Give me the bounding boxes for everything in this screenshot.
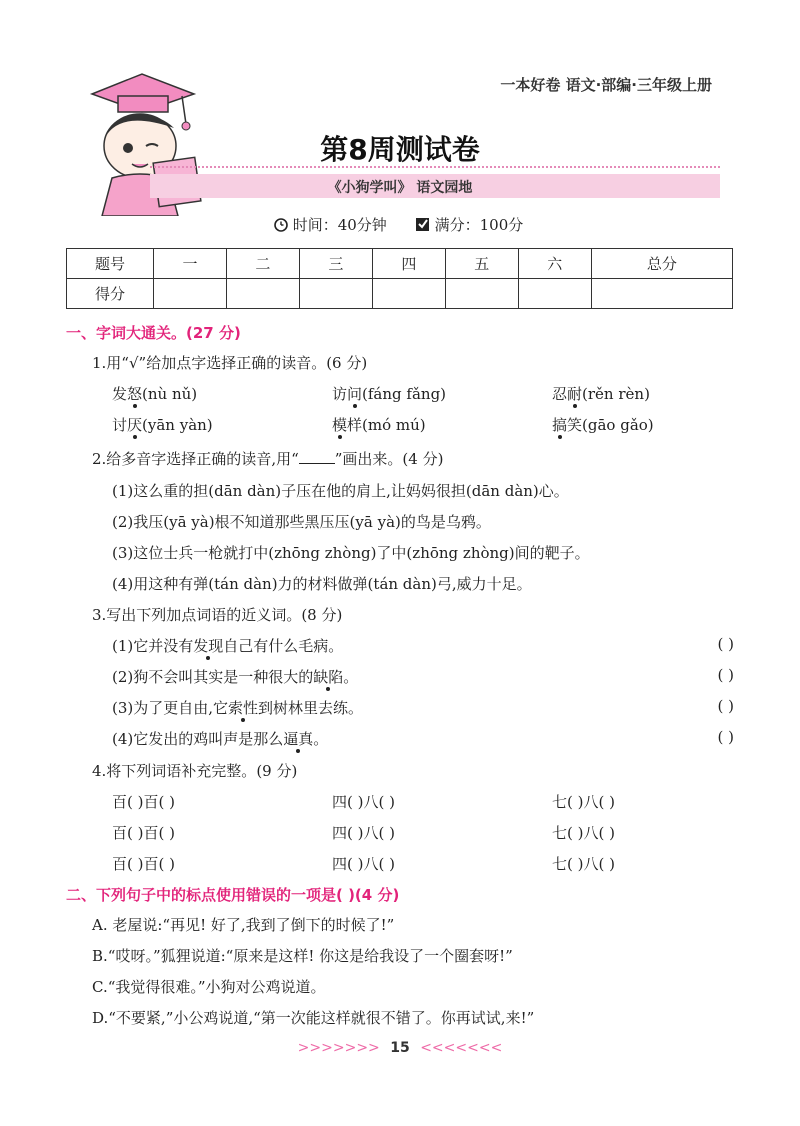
answer-blank[interactable]: ( )	[717, 666, 734, 684]
score-table	[66, 248, 733, 309]
page-title: 第8周测试卷	[320, 133, 480, 166]
score-table-header-row	[67, 249, 733, 279]
page-number: 15	[390, 1040, 410, 1056]
section-1-title: 一、字词大通关。(27 分)	[66, 324, 241, 342]
answer-blank[interactable]: ( )	[717, 635, 734, 653]
q2-sentence: (2)我压(yā yà)根不知道那些黑压压(yā yà)的鸟是乌鸦。	[112, 513, 491, 531]
score-row-label: 得分	[67, 279, 154, 309]
score-cell[interactable]	[372, 279, 445, 309]
subtitle: 《小狗学叫》 语文园地	[327, 180, 473, 196]
q1-item: 发怒(nù nǔ)	[112, 385, 198, 403]
option-a: A. 老屋说:“再见! 好了,我到了倒下的时候了!”	[92, 916, 395, 934]
score-header-cell: 总分	[591, 249, 732, 279]
score-header-cell: 题号	[67, 249, 154, 279]
q1-item: 讨厌(yān yàn)	[112, 416, 213, 434]
question-1-prompt: 1.用“√”给加点字选择正确的读音。(6 分)	[92, 354, 368, 372]
full-score: 满分：100分	[434, 216, 524, 234]
page-footer	[0, 1040, 800, 1056]
score-header-cell: 三	[299, 249, 372, 279]
q2-sentence: (1)这么重的担(dān dàn)子压在他的肩上,让妈妈很担(dān dàn)心。	[112, 482, 569, 500]
clock-icon	[273, 216, 289, 232]
score-header-cell: 一	[154, 249, 227, 279]
option-d: D.“不要紧,”小公鸡说道,“第一次能这样就很不错了。你再试试,来!”	[92, 1009, 535, 1027]
answer-blank[interactable]: ( )	[717, 728, 734, 746]
score-cell[interactable]	[591, 279, 732, 309]
brand-header: 一本好卷 语文·部编·三年级上册	[500, 76, 712, 94]
q2-sentence: (4)用这种有弹(tán dàn)力的材料做弹(tán dàn)弓,威力十足。	[112, 575, 532, 593]
q1-item: 搞笑(gāo gǎo)	[552, 416, 654, 434]
idiom-fill[interactable]: 四( )八( )	[332, 793, 395, 811]
q2-sentence: (3)这位士兵一枪就打中(zhōng zhòng)了中(zhōng zhòng)间的靶子。	[112, 544, 590, 562]
score-cell[interactable]	[154, 279, 227, 309]
idiom-fill[interactable]: 四( )八( )	[332, 824, 395, 842]
checkmark-icon	[415, 216, 431, 232]
idiom-fill[interactable]: 百( )百( )	[112, 793, 175, 811]
question-3-prompt: 3.写出下列加点词语的近义词。(8 分)	[92, 606, 343, 624]
option-c: C.“我觉得很难。”小狗对公鸡说道。	[92, 978, 326, 996]
idiom-fill[interactable]: 七( )八( )	[552, 793, 615, 811]
q3-sentence: (4)它发出的鸡叫声是那么逼真。	[112, 730, 329, 748]
idiom-fill[interactable]: 百( )百( )	[112, 824, 175, 842]
right-arrows: <<<<<<<	[420, 1040, 503, 1056]
time-limit: 时间：40分钟	[292, 216, 387, 234]
score-header-cell: 五	[445, 249, 518, 279]
option-b: B.“哎呀。”狐狸说道:“原来是这样! 你这是给我设了一个圈套呀!”	[92, 947, 513, 965]
question-4-prompt: 4.将下列词语补充完整。(9 分)	[92, 762, 298, 780]
q1-item: 模样(mó mú)	[332, 416, 426, 434]
answer-blank[interactable]: ( )	[717, 697, 734, 715]
score-table-score-row	[67, 279, 733, 309]
idiom-fill[interactable]: 四( )八( )	[332, 855, 395, 873]
q3-sentence: (2)狗不会叫其实是一种很大的缺陷。	[112, 668, 359, 686]
score-cell[interactable]	[299, 279, 372, 309]
idiom-fill[interactable]: 七( )八( )	[552, 855, 615, 873]
score-cell[interactable]	[226, 279, 299, 309]
underline-blank	[299, 449, 335, 464]
idiom-fill[interactable]: 七( )八( )	[552, 824, 615, 842]
score-cell[interactable]	[445, 279, 518, 309]
question-2-prompt: 2.给多音字选择正确的读音,用“ ”画出来。(4 分)	[92, 450, 444, 468]
q3-sentence: (1)它并没有发现自己有什么毛病。	[112, 637, 344, 655]
title-divider	[150, 166, 720, 168]
q1-item: 忍耐(rěn rèn)	[552, 385, 650, 403]
idiom-fill[interactable]: 百( )百( )	[112, 855, 175, 873]
q1-item: 访问(fáng fǎng)	[332, 385, 447, 403]
score-header-cell: 二	[226, 249, 299, 279]
score-header-cell: 四	[372, 249, 445, 279]
q3-sentence: (3)为了更自由,它索性到树林里去练。	[112, 699, 364, 717]
section-2-title: 二、下列句子中的标点使用错误的一项是( )(4 分)	[66, 886, 400, 904]
test-info-row	[0, 214, 800, 235]
score-header-cell: 六	[518, 249, 591, 279]
left-arrows: >>>>>>>	[297, 1040, 380, 1056]
score-cell[interactable]	[518, 279, 591, 309]
